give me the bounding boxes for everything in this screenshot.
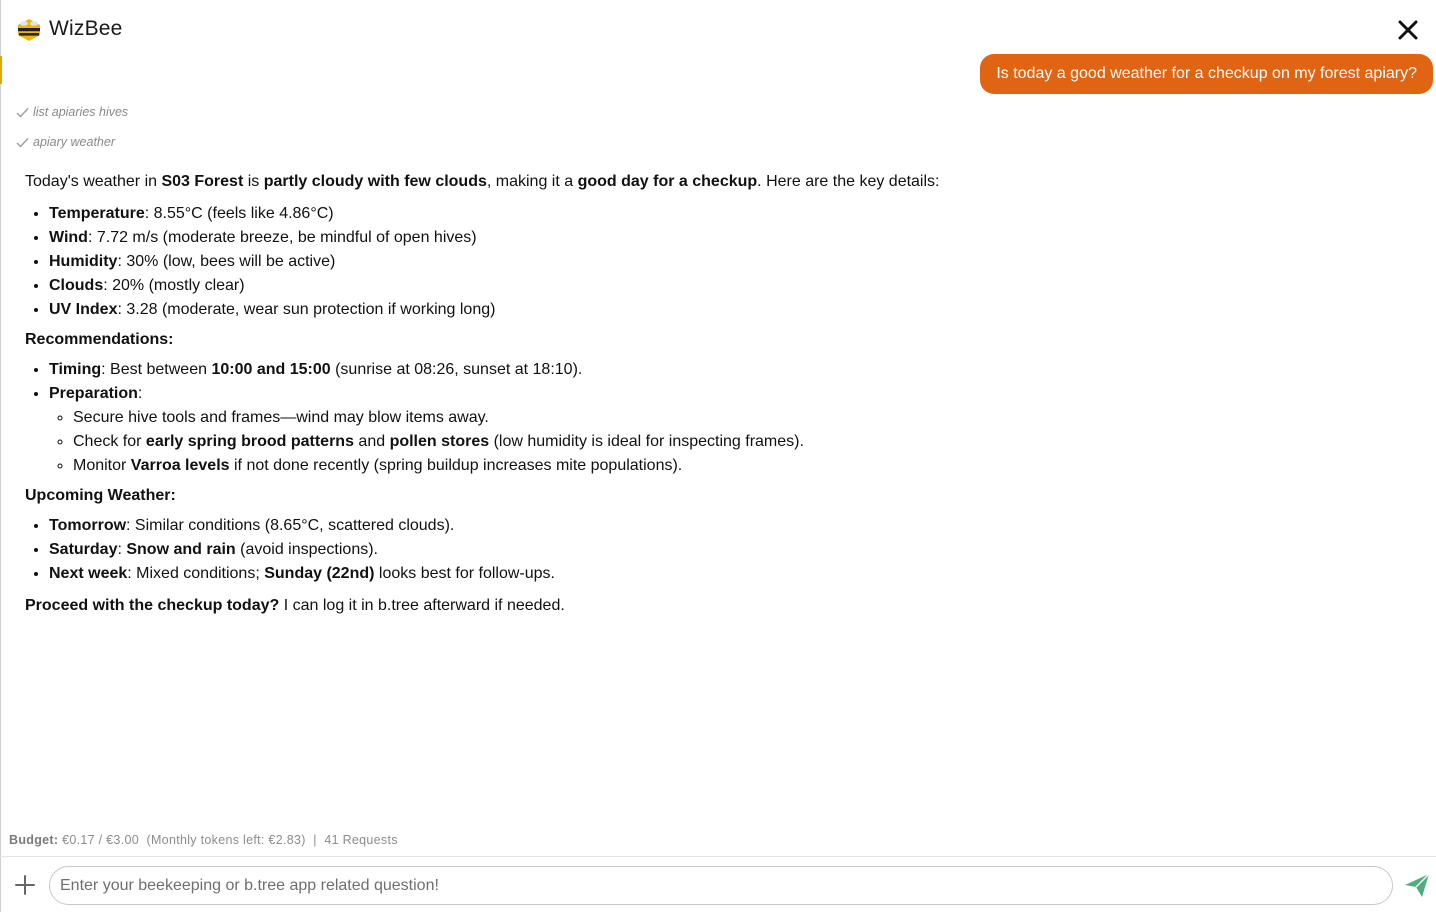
answer-closing [25, 594, 1175, 618]
recommendations-list [25, 358, 1175, 478]
app-title: WizBee [49, 17, 123, 40]
text: Monitor [73, 457, 131, 474]
budget-text: €0.17 / €3.00 (Monthly tokens left: €2.83) | 41 Requests [58, 833, 398, 847]
preparation-label: Preparation [49, 385, 138, 402]
text: : [117, 541, 127, 558]
list-item [49, 250, 1175, 274]
text: , making it a [486, 173, 578, 190]
detail-label: Clouds [49, 277, 104, 294]
text: . Here are the key details: [757, 173, 940, 190]
detail-text: : 7.72 m/s (moderate breeze, be mindful of open hives) [87, 229, 477, 246]
day-label: Tomorrow [49, 517, 127, 534]
list-item [49, 274, 1175, 298]
tool-step-label: list apiaries hives [33, 105, 129, 119]
list-item [49, 226, 1175, 250]
list-item [49, 538, 1175, 562]
message-input-box[interactable] [49, 866, 1393, 905]
upcoming-heading [25, 484, 1175, 508]
text: Secure hive tools and frames—wind may blow items away. [73, 409, 489, 426]
list-item [49, 514, 1175, 538]
list-item [49, 202, 1175, 226]
bold-text: pollen stores [389, 433, 490, 450]
text: : Mixed conditions; [127, 565, 265, 582]
list-item [73, 430, 1175, 454]
text: and [353, 433, 390, 450]
heading-text: Upcoming Weather: [25, 487, 176, 504]
list-item [49, 562, 1175, 586]
budget-status [9, 833, 398, 847]
timing-label: Timing [49, 361, 102, 378]
plus-icon[interactable] [14, 874, 36, 896]
composer-divider [0, 856, 1436, 857]
user-message-bubble: Is today a good weather for a checkup on my forest apiary? [980, 54, 1433, 94]
bold-text: Snow and rain [126, 541, 236, 558]
answer-intro [25, 170, 1175, 194]
detail-label: Wind [49, 229, 88, 246]
close-icon[interactable] [1396, 18, 1420, 42]
text: (sunrise at 08:26, sunset at 18:10). [330, 361, 583, 378]
window-left-border [0, 0, 1, 912]
text: I can log it in b.tree afterward if needed. [279, 597, 565, 614]
heading-text: Recommendations: [25, 331, 174, 348]
weather-details-list [25, 202, 1175, 322]
check-icon [16, 137, 29, 148]
check-icon [16, 107, 29, 118]
text: : Best between [101, 361, 212, 378]
budget-label: Budget: [9, 833, 59, 847]
detail-label: UV Index [49, 301, 118, 318]
tool-step-label: apiary weather [33, 135, 115, 149]
bold-text: early spring brood patterns [145, 433, 354, 450]
recommendations-heading [25, 328, 1175, 352]
detail-text: : 20% (mostly clear) [103, 277, 245, 294]
bold-text: Sunday (22nd) [264, 565, 375, 582]
header [0, 0, 1436, 60]
detail-text: : 8.55°C (feels like 4.86°C) [144, 205, 334, 222]
list-item [73, 454, 1175, 478]
text: : [137, 385, 143, 402]
weather-condition: partly cloudy with few clouds [263, 173, 487, 190]
day-label: Saturday [49, 541, 118, 558]
tool-step-list-apiaries [16, 105, 128, 119]
list-item [73, 406, 1175, 430]
time-window: 10:00 and 15:00 [211, 361, 331, 378]
bold-text: Varroa levels [130, 457, 230, 474]
text: is [243, 173, 264, 190]
message-input[interactable] [60, 867, 1380, 904]
detail-text: : 3.28 (moderate, wear sun protection if working long) [117, 301, 496, 318]
text: (low humidity is ideal for inspecting frames). [489, 433, 804, 450]
preparation-sublist [49, 406, 1175, 478]
list-item [49, 298, 1175, 322]
verdict: good day for a checkup [577, 173, 758, 190]
detail-label: Temperature [49, 205, 145, 222]
upcoming-list [25, 514, 1175, 586]
detail-text: : 30% (low, bees will be active) [117, 253, 336, 270]
apiary-name: S03 Forest [161, 173, 244, 190]
list-item [49, 382, 1175, 478]
text: Today's weather in [25, 173, 162, 190]
detail-label: Humidity [49, 253, 118, 270]
bee-logo-icon [16, 18, 42, 42]
bold-text: Proceed with the checkup today? [25, 597, 280, 614]
tool-step-apiary-weather [16, 135, 115, 149]
text: if not done recently (spring buildup increases mite populations). [229, 457, 683, 474]
day-label: Next week [49, 565, 128, 582]
text: (avoid inspections). [235, 541, 378, 558]
text: looks best for follow-ups. [374, 565, 555, 582]
text: Check for [73, 433, 146, 450]
text: : Similar conditions (8.65°C, scattered clouds). [126, 517, 455, 534]
assistant-answer [25, 170, 1175, 618]
list-item [49, 358, 1175, 382]
send-icon[interactable] [1403, 871, 1431, 899]
window-left-accent [0, 56, 2, 84]
